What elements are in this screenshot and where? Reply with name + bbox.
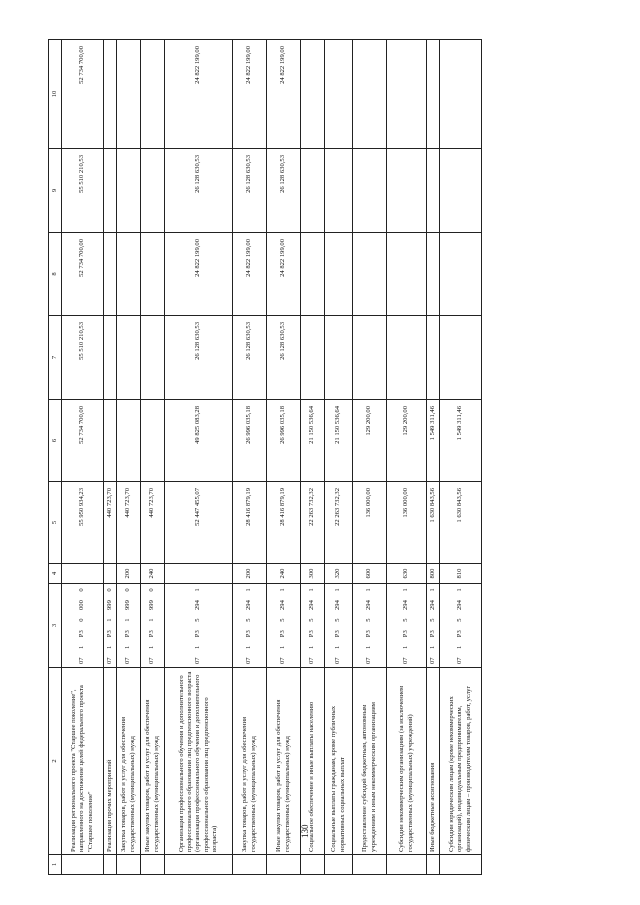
code-part: 294: [402, 600, 410, 610]
amount-cell-c5: 1 630 843,56: [440, 482, 482, 564]
code-part: 294: [279, 600, 287, 610]
table-row: [233, 40, 267, 875]
amount-cell-c9: [440, 149, 482, 233]
code-part: 1: [456, 645, 464, 649]
row-code: [104, 584, 117, 668]
code-part: 1: [279, 588, 287, 592]
code-part: 294: [428, 600, 436, 610]
amount-cell-c7: [427, 316, 440, 400]
code-part: 1: [245, 588, 253, 592]
amount-cell-c9: [325, 149, 353, 233]
amount-cell-c5: 22 263 732,32: [325, 482, 353, 564]
expense-type-cell: 600: [353, 564, 387, 584]
amount-cell-c10: 24 822 199,00: [165, 40, 233, 149]
table-row: [387, 40, 427, 875]
code-part: 1: [245, 645, 253, 649]
amount-cell-c5: 55 950 934,23: [62, 482, 104, 564]
code-part: P3: [124, 630, 132, 638]
row-index-cell: [427, 855, 440, 875]
amount-cell-c7: [353, 316, 387, 400]
code-part: 07: [308, 657, 316, 664]
table-row: [141, 40, 165, 875]
row-code: [117, 584, 141, 668]
code-part: 5: [194, 618, 202, 622]
code-part: 5: [402, 618, 410, 622]
table-row: [165, 40, 233, 875]
amount-cell-c9: 26 128 630,53: [165, 149, 233, 233]
code-part: 07: [402, 657, 410, 664]
code-part: 1: [428, 588, 436, 592]
amount-cell-c9: [427, 149, 440, 233]
code-part: P3: [194, 630, 202, 638]
amount-cell-c9: [387, 149, 427, 233]
amount-cell-c5: 28 416 879,19: [233, 482, 267, 564]
row-name: Иные бюджетные ассигнования: [427, 668, 440, 855]
amount-cell-c7: 55 510 210,53: [62, 316, 104, 400]
code-part: 0: [148, 588, 156, 592]
expense-type-cell: 800: [427, 564, 440, 584]
expense-type-cell: 320: [325, 564, 353, 584]
code-part: 294: [245, 600, 253, 610]
code-part: P3: [456, 630, 464, 638]
amount-cell-c10: 24 822 199,00: [267, 40, 301, 149]
code-part: 0: [105, 588, 113, 592]
amount-cell-c10: [387, 40, 427, 149]
row-code: [301, 584, 325, 668]
amount-cell-c5: 28 416 879,19: [267, 482, 301, 564]
amount-cell-c5: 1 630 843,56: [427, 482, 440, 564]
code-part: 999: [148, 600, 156, 610]
code-part: 0: [78, 588, 86, 592]
amount-cell-c8: [104, 233, 117, 316]
code-part: P3: [334, 630, 342, 638]
code-part: 000: [78, 600, 86, 610]
amount-cell-c10: [117, 40, 141, 149]
amount-cell-c6: 21 150 536,64: [301, 400, 325, 482]
amount-cell-c5: 136 000,00: [353, 482, 387, 564]
code-part: 07: [78, 657, 86, 664]
row-index-cell: [117, 855, 141, 875]
row-name: Иные закупки товаров, работ и услуг для обеспечения государственных (муниципальных) нужд: [141, 668, 165, 855]
amount-cell-c5: 440 723,70: [117, 482, 141, 564]
code-part: 1: [456, 588, 464, 592]
row-name: Закупка товаров, работ и услуг для обеспечения государственных (муниципальных) нужд: [117, 668, 141, 855]
table-row: [440, 40, 482, 875]
code-part: 1: [105, 645, 113, 649]
code-part: 1: [334, 588, 342, 592]
table-row: [62, 40, 104, 875]
column-header: 8: [49, 233, 62, 316]
code-part: 07: [428, 657, 436, 664]
code-part: 1: [148, 645, 156, 649]
row-code: [62, 584, 104, 668]
amount-cell-c9: 55 510 210,53: [62, 149, 104, 233]
code-part: P3: [308, 630, 316, 638]
amount-cell-c6: [141, 400, 165, 482]
expense-type-cell: 810: [440, 564, 482, 584]
budget-table: [48, 39, 482, 875]
amount-cell-c10: [325, 40, 353, 149]
row-code: [440, 584, 482, 668]
row-code: [427, 584, 440, 668]
amount-cell-c8: 24 822 199,00: [165, 233, 233, 316]
amount-cell-c8: 52 734 700,00: [62, 233, 104, 316]
row-name: Реализация регионального проекта "Старшее поколение", направленного на достижение целей федерального проекта "Старшее поколение": [62, 668, 104, 855]
code-part: 1: [194, 645, 202, 649]
code-part: P3: [148, 630, 156, 638]
table-row: [117, 40, 141, 875]
code-part: 1: [148, 618, 156, 622]
row-index-cell: [104, 855, 117, 875]
amount-cell-c6: 26 996 035,18: [267, 400, 301, 482]
code-part: 07: [194, 657, 202, 664]
amount-cell-c6: 129 200,00: [387, 400, 427, 482]
row-index-cell: [301, 855, 325, 875]
table-row: [325, 40, 353, 875]
code-part: P3: [365, 630, 373, 638]
row-index-cell: [440, 855, 482, 875]
table-row: [267, 40, 301, 875]
row-name: Субсидии юридическим лицам (кроме некоммерческих организаций), индивидуальным предпринимателям, физическим лицам – производителям товаров, работ, услуг: [440, 668, 482, 855]
row-name: Социальное обеспечение и иные выплаты населению: [301, 668, 325, 855]
code-part: 5: [428, 618, 436, 622]
table-row: [104, 40, 117, 875]
amount-cell-c10: [301, 40, 325, 149]
row-code: [141, 584, 165, 668]
amount-cell-c8: [325, 233, 353, 316]
amount-cell-c8: [301, 233, 325, 316]
amount-cell-c8: [141, 233, 165, 316]
amount-cell-c6: 52 734 700,00: [62, 400, 104, 482]
amount-cell-c6: 1 549 311,46: [427, 400, 440, 482]
code-part: 07: [456, 657, 464, 664]
code-part: 1: [402, 588, 410, 592]
code-part: 1: [308, 645, 316, 649]
code-part: 294: [365, 600, 373, 610]
amount-cell-c7: [104, 316, 117, 400]
amount-cell-c8: 24 822 199,00: [233, 233, 267, 316]
amount-cell-c9: [104, 149, 117, 233]
row-index-cell: [325, 855, 353, 875]
row-code: [325, 584, 353, 668]
code-part: 5: [279, 618, 287, 622]
column-header: 2: [49, 668, 62, 855]
code-part: 294: [194, 600, 202, 610]
row-name: Социальные выплаты гражданам, кроме публичных нормативных социальных выплат: [325, 668, 353, 855]
amount-cell-c6: [117, 400, 141, 482]
table-row: [427, 40, 440, 875]
amount-cell-c9: 26 128 630,53: [267, 149, 301, 233]
amount-cell-c6: [104, 400, 117, 482]
table-body: [62, 40, 482, 875]
amount-cell-c7: [117, 316, 141, 400]
row-code: [165, 584, 233, 668]
amount-cell-c9: 26 128 630,53: [233, 149, 267, 233]
code-part: 1: [365, 588, 373, 592]
amount-cell-c7: 26 128 630,53: [267, 316, 301, 400]
code-part: 1: [279, 645, 287, 649]
amount-cell-c8: [440, 233, 482, 316]
amount-cell-c9: [141, 149, 165, 233]
code-part: 1: [334, 645, 342, 649]
expense-type-cell: 200: [233, 564, 267, 584]
row-code: [387, 584, 427, 668]
code-part: 1: [308, 588, 316, 592]
amount-cell-c10: [141, 40, 165, 149]
budget-table-page: [48, 40, 558, 875]
amount-cell-c10: [427, 40, 440, 149]
amount-cell-c6: 26 996 035,18: [233, 400, 267, 482]
code-part: 1: [105, 618, 113, 622]
amount-cell-c8: [387, 233, 427, 316]
amount-cell-c10: 52 734 700,00: [62, 40, 104, 149]
code-part: 07: [279, 657, 287, 664]
expense-type-cell: 240: [267, 564, 301, 584]
column-header: 9: [49, 149, 62, 233]
row-name: Иные закупки товаров, работ и услуг для обеспечения государственных (муниципальных) нужд: [267, 668, 301, 855]
row-index-cell: [387, 855, 427, 875]
column-header: 3: [49, 584, 62, 668]
column-header: 7: [49, 316, 62, 400]
amount-cell-c10: [440, 40, 482, 149]
column-header: 6: [49, 400, 62, 482]
expense-type-cell: 200: [117, 564, 141, 584]
amount-cell-c9: [301, 149, 325, 233]
code-part: 294: [308, 600, 316, 610]
column-header: 10: [49, 40, 62, 149]
code-part: 1: [78, 645, 86, 649]
row-name: Закупка товаров, работ и услуг для обеспечения государственных (муниципальных) нужд: [233, 668, 267, 855]
row-name: Субсидии некоммерческим организациям (за исключением государственных (муниципальных) учреждений): [387, 668, 427, 855]
code-part: P3: [245, 630, 253, 638]
code-part: 294: [334, 600, 342, 610]
code-part: 1: [194, 588, 202, 592]
code-part: 5: [365, 618, 373, 622]
amount-cell-c7: [325, 316, 353, 400]
table-row: [353, 40, 387, 875]
amount-cell-c5: 52 447 455,07: [165, 482, 233, 564]
amount-cell-c9: [117, 149, 141, 233]
code-part: 5: [245, 618, 253, 622]
code-part: 999: [124, 600, 132, 610]
amount-cell-c9: [353, 149, 387, 233]
code-part: 5: [334, 618, 342, 622]
row-name: Реализация прочих мероприятий: [104, 668, 117, 855]
amount-cell-c7: [387, 316, 427, 400]
amount-cell-c5: 440 723,70: [104, 482, 117, 564]
code-part: P3: [428, 630, 436, 638]
page-number: 130: [300, 824, 310, 838]
amount-cell-c8: 24 822 199,00: [267, 233, 301, 316]
code-part: 07: [245, 657, 253, 664]
amount-cell-c10: 24 822 199,00: [233, 40, 267, 149]
column-header: 1: [49, 855, 62, 875]
code-part: 0: [78, 618, 86, 622]
column-header: 5: [49, 482, 62, 564]
amount-cell-c7: [301, 316, 325, 400]
amount-cell-c10: [104, 40, 117, 149]
amount-cell-c8: [117, 233, 141, 316]
code-part: P3: [78, 630, 86, 638]
expense-type-cell: [62, 564, 104, 584]
amount-cell-c6: 49 825 083,28: [165, 400, 233, 482]
row-index-cell: [267, 855, 301, 875]
code-part: 07: [365, 657, 373, 664]
amount-cell-c8: [427, 233, 440, 316]
row-name: Организация профессионального обучения и дополнительного профессионального образования лиц предпенсионного возраста (организация профессионального обучения и дополнительного профессионального образования лиц предпенсионного возраста): [165, 668, 233, 855]
row-index-cell: [165, 855, 233, 875]
row-code: [233, 584, 267, 668]
amount-cell-c7: 26 128 630,53: [165, 316, 233, 400]
column-header: 4: [49, 564, 62, 584]
amount-cell-c5: 136 000,00: [387, 482, 427, 564]
amount-cell-c5: 440 723,70: [141, 482, 165, 564]
expense-type-cell: [165, 564, 233, 584]
code-part: 5: [308, 618, 316, 622]
code-part: 5: [456, 618, 464, 622]
code-part: 0: [124, 588, 132, 592]
amount-cell-c5: 22 263 732,32: [301, 482, 325, 564]
code-part: 999: [105, 600, 113, 610]
code-part: 1: [124, 645, 132, 649]
row-index-cell: [62, 855, 104, 875]
code-part: 07: [124, 657, 132, 664]
expense-type-cell: 300: [301, 564, 325, 584]
header-row: [49, 40, 62, 875]
code-part: 1: [365, 645, 373, 649]
code-part: 1: [124, 618, 132, 622]
amount-cell-c6: 21 150 536,64: [325, 400, 353, 482]
expense-type-cell: 240: [141, 564, 165, 584]
row-index-cell: [353, 855, 387, 875]
expense-type-cell: [104, 564, 117, 584]
code-part: P3: [402, 630, 410, 638]
code-part: 294: [456, 600, 464, 610]
amount-cell-c8: [353, 233, 387, 316]
amount-cell-c6: 1 549 311,46: [440, 400, 482, 482]
amount-cell-c6: 129 200,00: [353, 400, 387, 482]
table-row: [301, 40, 325, 875]
code-part: 07: [334, 657, 342, 664]
code-part: 07: [105, 657, 113, 664]
row-code: [353, 584, 387, 668]
row-code: [267, 584, 301, 668]
amount-cell-c7: [440, 316, 482, 400]
amount-cell-c7: 26 128 630,53: [233, 316, 267, 400]
amount-cell-c7: [141, 316, 165, 400]
code-part: P3: [279, 630, 287, 638]
code-part: P3: [105, 630, 113, 638]
code-part: 1: [428, 645, 436, 649]
row-index-cell: [141, 855, 165, 875]
row-name: Предоставление субсидий бюджетным, автономным учреждениям и иным некоммерческим организациям: [353, 668, 387, 855]
row-index-cell: [233, 855, 267, 875]
code-part: 07: [148, 657, 156, 664]
code-part: 1: [402, 645, 410, 649]
expense-type-cell: 630: [387, 564, 427, 584]
amount-cell-c10: [353, 40, 387, 149]
